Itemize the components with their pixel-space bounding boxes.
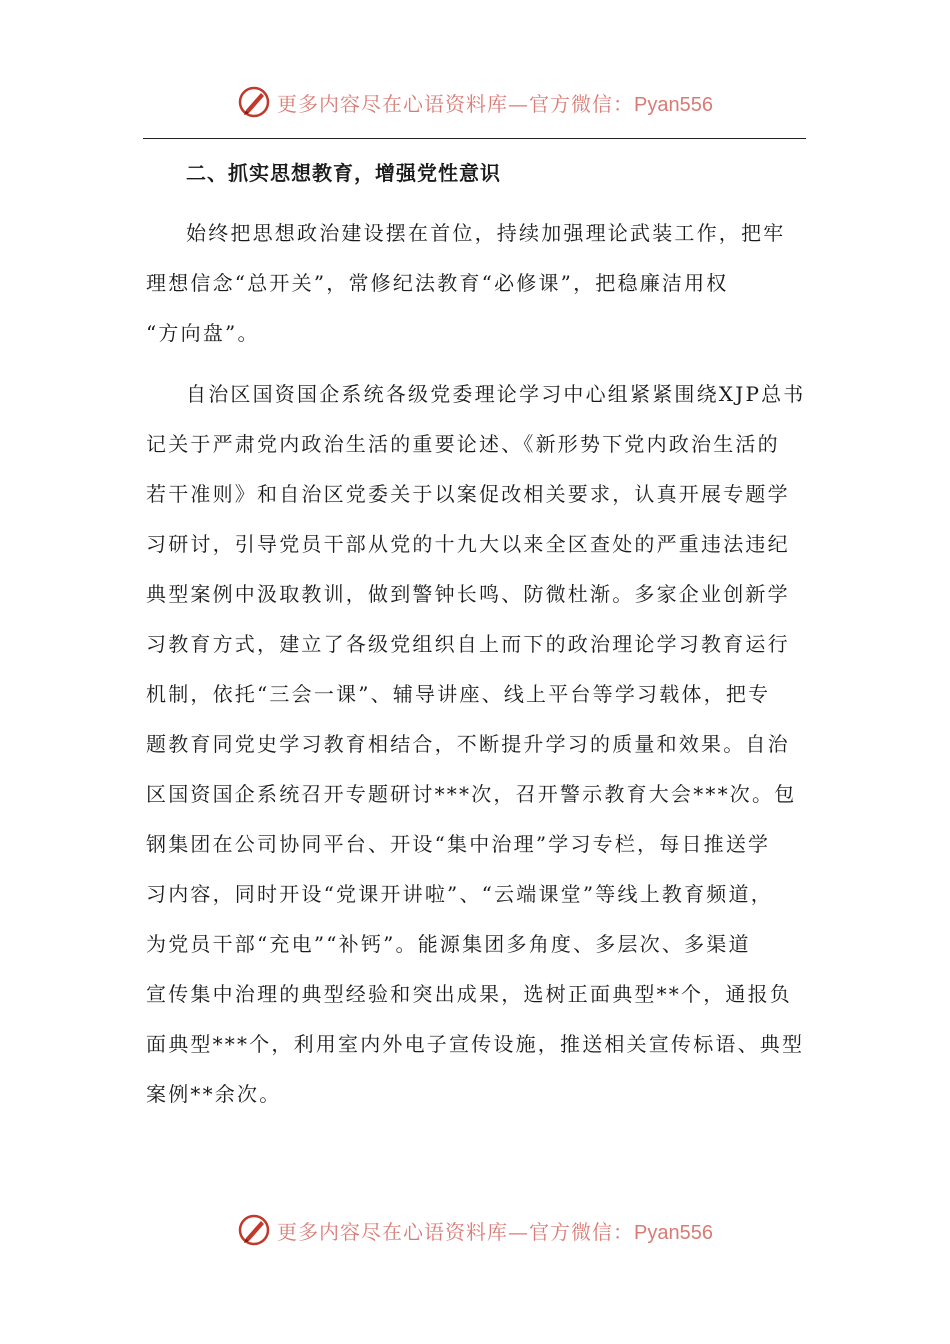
paragraph-line: 记关于严肃党内政治生活的重要论述、《新形势下党内政治生活的 — [146, 432, 780, 456]
header-watermark — [0, 82, 950, 122]
paragraph-line: 机制，依托“三会一课”、辅导讲座、线上平台等学习载体，把专 — [146, 682, 771, 706]
paragraph-line: 为党员干部“充电”“补钙”。能源集团多角度、多层次、多渠道 — [146, 932, 751, 956]
paragraph-line: 习内容，同时开设“党课开讲啦”、“云端课堂”等线上教育频道， — [146, 882, 773, 906]
paragraph-line: 若干准则》和自治区党委关于以案促改相关要求，认真开展专题学 — [146, 482, 790, 506]
paragraph-line: 宣传集中治理的典型经验和突出成果，选树正面典型**个，通报负 — [146, 982, 792, 1006]
header-divider — [143, 138, 806, 139]
pen-logo-icon — [237, 1213, 271, 1247]
paragraph-line: 自治区国资国企系统各级党委理论学习中心组紧紧围绕XJP总书 — [186, 382, 806, 406]
pen-logo-icon — [237, 85, 271, 119]
section-heading: 二、抓实思想教育，增强党性意识 — [186, 161, 501, 185]
paragraph-line: 区国资国企系统召开专题研讨***次，召开警示教育大会***次。包 — [146, 782, 797, 806]
paragraph-line: “方向盘”。 — [146, 321, 260, 345]
footer-watermark — [0, 1210, 950, 1250]
paragraph-line: 习研讨，引导党员干部从党的十九大以来全区查处的严重违法违纪 — [146, 532, 790, 556]
paragraph-line: 题教育同党史学习教育相结合，不断提升学习的质量和效果。自治 — [146, 732, 790, 756]
watermark-text: 更多内容尽在心语资料库—官方微信：Pyan556 — [277, 91, 713, 116]
paragraph-1 — [146, 208, 810, 358]
paragraph-line: 始终把思想政治建设摆在首位，持续加强理论武装工作，把牢 — [186, 221, 786, 245]
paragraph-2 — [146, 369, 810, 1119]
watermark-text: 更多内容尽在心语资料库—官方微信：Pyan556 — [277, 1219, 713, 1244]
paragraph-line: 典型案例中汲取教训，做到警钟长鸣、防微杜渐。多家企业创新学 — [146, 582, 790, 606]
paragraph-line: 理想信念“总开关”，常修纪法教育“必修课”，把稳廉洁用权 — [146, 271, 729, 295]
paragraph-line: 钢集团在公司协同平台、开设“集中治理”学习专栏，每日推送学 — [146, 832, 771, 856]
paragraph-line: 案例**余次。 — [146, 1082, 282, 1106]
paragraph-line: 面典型***个，利用室内外电子宣传设施，推送相关宣传标语、典型 — [146, 1032, 805, 1056]
paragraph-line: 习教育方式，建立了各级党组织自上而下的政治理论学习教育运行 — [146, 632, 790, 656]
